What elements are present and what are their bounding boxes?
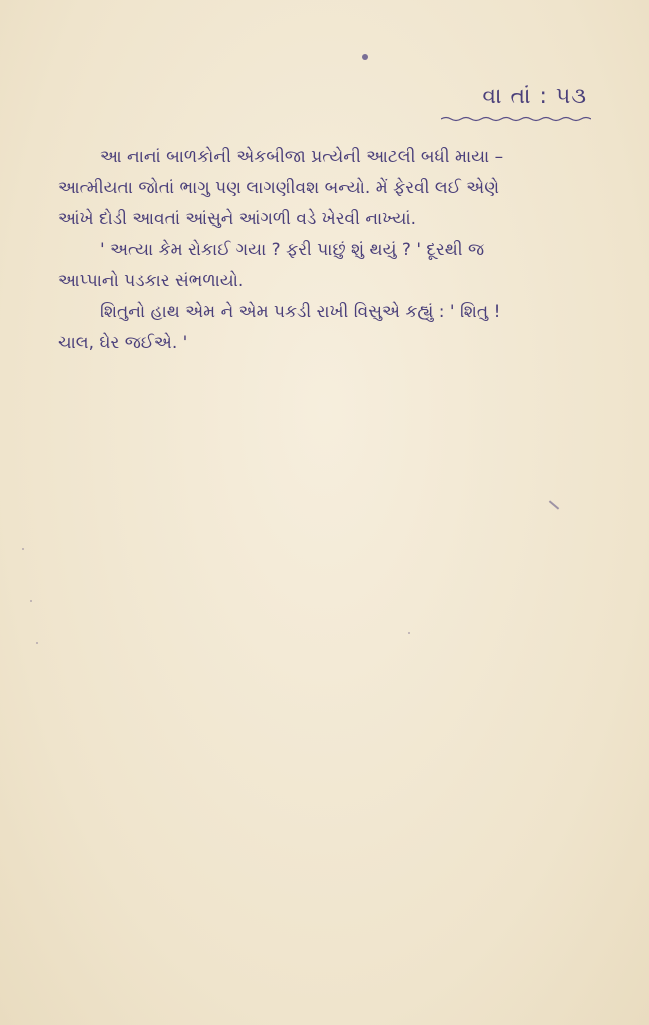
running-head: વા તાં : ૫૩ bbox=[482, 84, 587, 109]
paper-speck bbox=[408, 632, 410, 634]
body-text bbox=[58, 142, 598, 359]
text-line: ' અત્યા કેમ રોકાઈ ગયા ? ફરી પાછું શું થયું ? ' દૂરથી જ bbox=[100, 240, 485, 260]
text-line: આંખે દોડી આવતાં આંસુને આંગળી વડે ખેરવી નાખ્યાં. bbox=[58, 209, 417, 229]
paper-speck bbox=[22, 548, 24, 550]
paragraph bbox=[58, 142, 598, 235]
ink-dot bbox=[362, 54, 368, 60]
paragraph bbox=[58, 297, 598, 359]
text-line: આ નાનાં બાળકોની એકબીજા પ્રત્યેની આટલી બધી માયા – bbox=[100, 147, 504, 167]
wavy-rule bbox=[441, 116, 591, 122]
text-line: શિતુનો હાથ એમ ને એમ પકડી રાખી વિસુએ કહ્યું : ' શિતુ ! bbox=[100, 302, 501, 322]
paper-speck bbox=[36, 642, 38, 644]
paragraph bbox=[58, 235, 598, 297]
ink-mark bbox=[549, 500, 559, 509]
text-line: ચાલ, ઘેર જઈએ. ' bbox=[58, 333, 188, 353]
paper-speck bbox=[30, 600, 32, 602]
text-line: આત્મીયતા જોતાં ભાગુ પણ લાગણીવશ બન્યો. મેં ફેરવી લઈ એણે bbox=[58, 178, 500, 198]
text-line: આપ્પાનો પડકાર સંભળાયો. bbox=[58, 271, 244, 291]
